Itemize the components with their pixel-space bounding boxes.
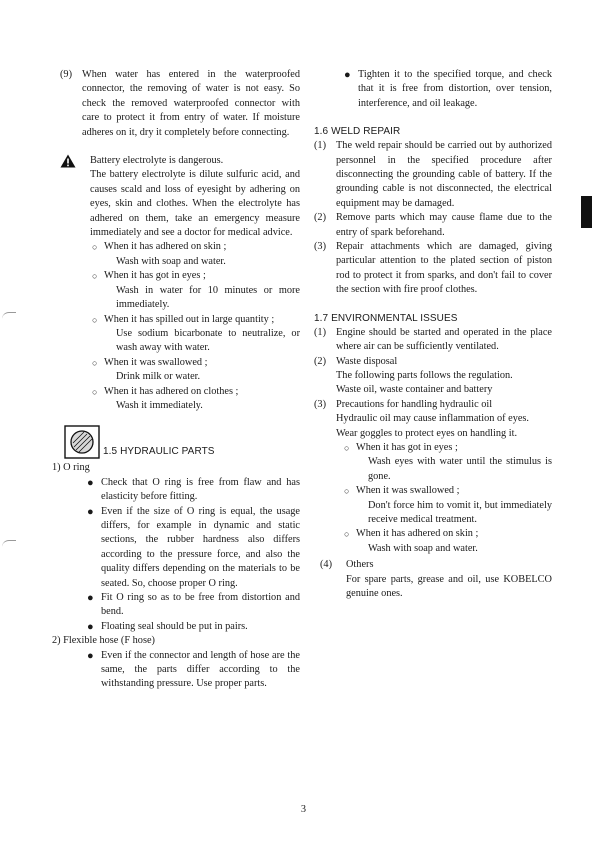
case-when: When it has got in eyes ;	[104, 270, 206, 282]
section-heading: 1.6 WELD REPAIR	[314, 126, 401, 138]
item-text: Engine should be started and operated in the place where air can be sufficiently ventilated.	[336, 326, 552, 353]
case-when: When it has spilled out in large quantity ;	[104, 313, 275, 325]
warning-icon	[60, 154, 76, 168]
item-9	[60, 68, 300, 140]
hose-bullet	[87, 649, 300, 692]
case-when: When it has adhered on clothes ;	[104, 385, 239, 397]
case-when: When it has got in eyes ;	[356, 441, 458, 453]
env-item	[314, 398, 552, 556]
bullet-icon: ●	[87, 592, 94, 604]
circle-bullet-icon: ○	[344, 486, 350, 497]
weld-item	[314, 139, 552, 211]
bullet-icon: ●	[87, 620, 94, 633]
item-text: The following parts follows the regulation.	[336, 369, 513, 381]
margin-mark	[2, 312, 16, 319]
item-number: (9)	[60, 69, 73, 80]
case-action: Drink milk or water.	[116, 371, 201, 383]
item-title: Precautions for handling hydraulic oil	[336, 398, 493, 410]
item-number: (1)	[314, 140, 327, 152]
case-when: When it was swallowed ;	[356, 485, 460, 497]
case-action: Wash it immediately.	[116, 399, 203, 411]
warning-title: Battery electrolyte is dangerous.	[90, 155, 224, 167]
case-action: Wash with soap and water.	[368, 542, 478, 554]
item-text: Waste oil, waste container and battery	[336, 384, 493, 396]
item-number: (2)	[314, 212, 327, 224]
bullet-text: Floating seal should be put in pairs.	[101, 620, 248, 632]
weld-item	[314, 240, 552, 298]
battery-warning	[60, 154, 300, 413]
item-number: (2)	[314, 355, 327, 367]
warning-case	[92, 356, 300, 385]
env-item	[314, 355, 552, 398]
warning-body: The battery electrolyte is dilute sulfuric acid, and causes scald and loss of eyesight by adhering on eyes, skin and clothes. When the electrolyte has adhered on them, take an emergency measure immediately and see a doctor for medical advice.	[90, 169, 300, 239]
oil-case	[344, 527, 552, 556]
circle-bullet-icon: ○	[344, 529, 350, 540]
warning-case	[92, 313, 300, 356]
case-action: Don't force him to vomit it, but immediately receive medical treatment.	[368, 499, 552, 525]
circle-bullet-icon: ○	[344, 442, 350, 453]
item-text: The weld repair should be carried out by authorized personnel in the specified procedure after disconnecting the grounding cable of battery. If the grounding cable is not disconnected, the electrical equipment may be damaged.	[336, 140, 552, 209]
circle-bullet-icon: ○	[92, 357, 98, 368]
oring-bullet	[87, 620, 300, 634]
item-title: Waste disposal	[336, 355, 398, 367]
item-text: For spare parts, grease and oil, use KOBELCO genuine ones.	[346, 573, 552, 599]
env-item	[314, 326, 552, 355]
torque-bullet	[314, 68, 552, 111]
left-column	[52, 68, 300, 692]
bullet-icon: ●	[344, 69, 351, 81]
oring-label: 1) O ring	[52, 462, 90, 474]
oil-case	[344, 484, 552, 527]
circle-bullet-icon: ○	[92, 242, 98, 253]
section-heading: 1.5 HYDRAULIC PARTS	[103, 446, 215, 458]
item-number: (1)	[314, 326, 327, 338]
item-text: Remove parts which may cause flame due to the entry of spark beforehand.	[336, 212, 552, 238]
case-action: Use sodium bicarbonate to neutralize, or wash away with water.	[116, 327, 300, 354]
item-text: Repair attachments which are damaged, giving particular attention to the plated section of piston rod to protect it from sparks, and don't fail to cover the section with fire proof clothes.	[336, 241, 552, 296]
warning-case	[92, 385, 300, 414]
case-when: When it has adhered on skin ;	[104, 241, 227, 253]
oring-bullet	[87, 476, 300, 505]
oil-case	[344, 441, 552, 484]
circle-bullet-icon: ○	[92, 386, 98, 397]
item-text: When water has entered in the waterproofed connector, the removing of water is not easy. So check the removed waterproofed connector with care to protect it from entry of water. If moisture adheres on it, dry it completely before connecting.	[82, 69, 300, 138]
section-tab-marker	[581, 196, 592, 228]
case-action: Wash with soap and water.	[116, 255, 226, 267]
case-action: Wash eyes with water until the stimulus is gone.	[368, 456, 552, 482]
bullet-text: Fit O ring so as to be free from distortion and bend.	[101, 592, 300, 618]
bullet-text: Tighten it to the specified torque, and check that it is free from distortion, over tension, interference, and oil leakage.	[358, 69, 552, 109]
circle-bullet-icon: ○	[92, 314, 98, 325]
bullet-icon: ●	[87, 505, 94, 518]
environmental-section	[314, 312, 552, 602]
bullet-text: Check that O ring is free from flaw and has elasticity before fitting.	[101, 476, 300, 503]
margin-mark	[2, 540, 16, 547]
case-when: When it was swallowed ;	[104, 356, 208, 368]
hydraulic-parts-icon	[64, 425, 100, 459]
item-number: (4)	[320, 559, 333, 571]
warning-case	[92, 269, 300, 312]
hydraulic-section	[52, 423, 300, 692]
item-text: Hydraulic oil may cause inflammation of eyes.	[336, 413, 530, 425]
bullet-icon: ●	[87, 649, 94, 662]
item-number: (3)	[314, 241, 327, 253]
item-number: (3)	[314, 398, 327, 410]
weld-repair-section	[314, 125, 552, 297]
env-item	[314, 558, 552, 601]
section-heading: 1.7 ENVIRONMENTAL ISSUES	[314, 312, 458, 324]
page-number: 3	[300, 804, 307, 815]
item-title: Others	[346, 559, 374, 571]
weld-item	[314, 211, 552, 240]
bullet-text: Even if the connector and length of hose are the same, the parts differ according to the withstanding pressure. Use proper parts.	[101, 649, 300, 690]
bullet-icon: ●	[87, 476, 94, 489]
oring-bullet	[87, 505, 300, 591]
bullet-text: Even if the size of O ring is equal, the usage differs, for example in dynamic and static sections, the rubber hardness also differs according to the pressure force, and also the quality differs depending on the materials to be seated. So, choose proper O ring.	[101, 505, 300, 589]
case-action: Wash in water for 10 minutes or more immediately.	[116, 284, 300, 311]
circle-bullet-icon: ○	[92, 271, 98, 282]
item-text: Wear goggles to protect eyes on handling it.	[336, 427, 518, 439]
warning-case	[92, 240, 300, 269]
case-when: When it has adhered on skin ;	[356, 528, 479, 540]
right-column	[314, 68, 552, 601]
oring-bullet	[87, 591, 300, 620]
hose-label: 2) Flexible hose (F hose)	[52, 635, 155, 647]
